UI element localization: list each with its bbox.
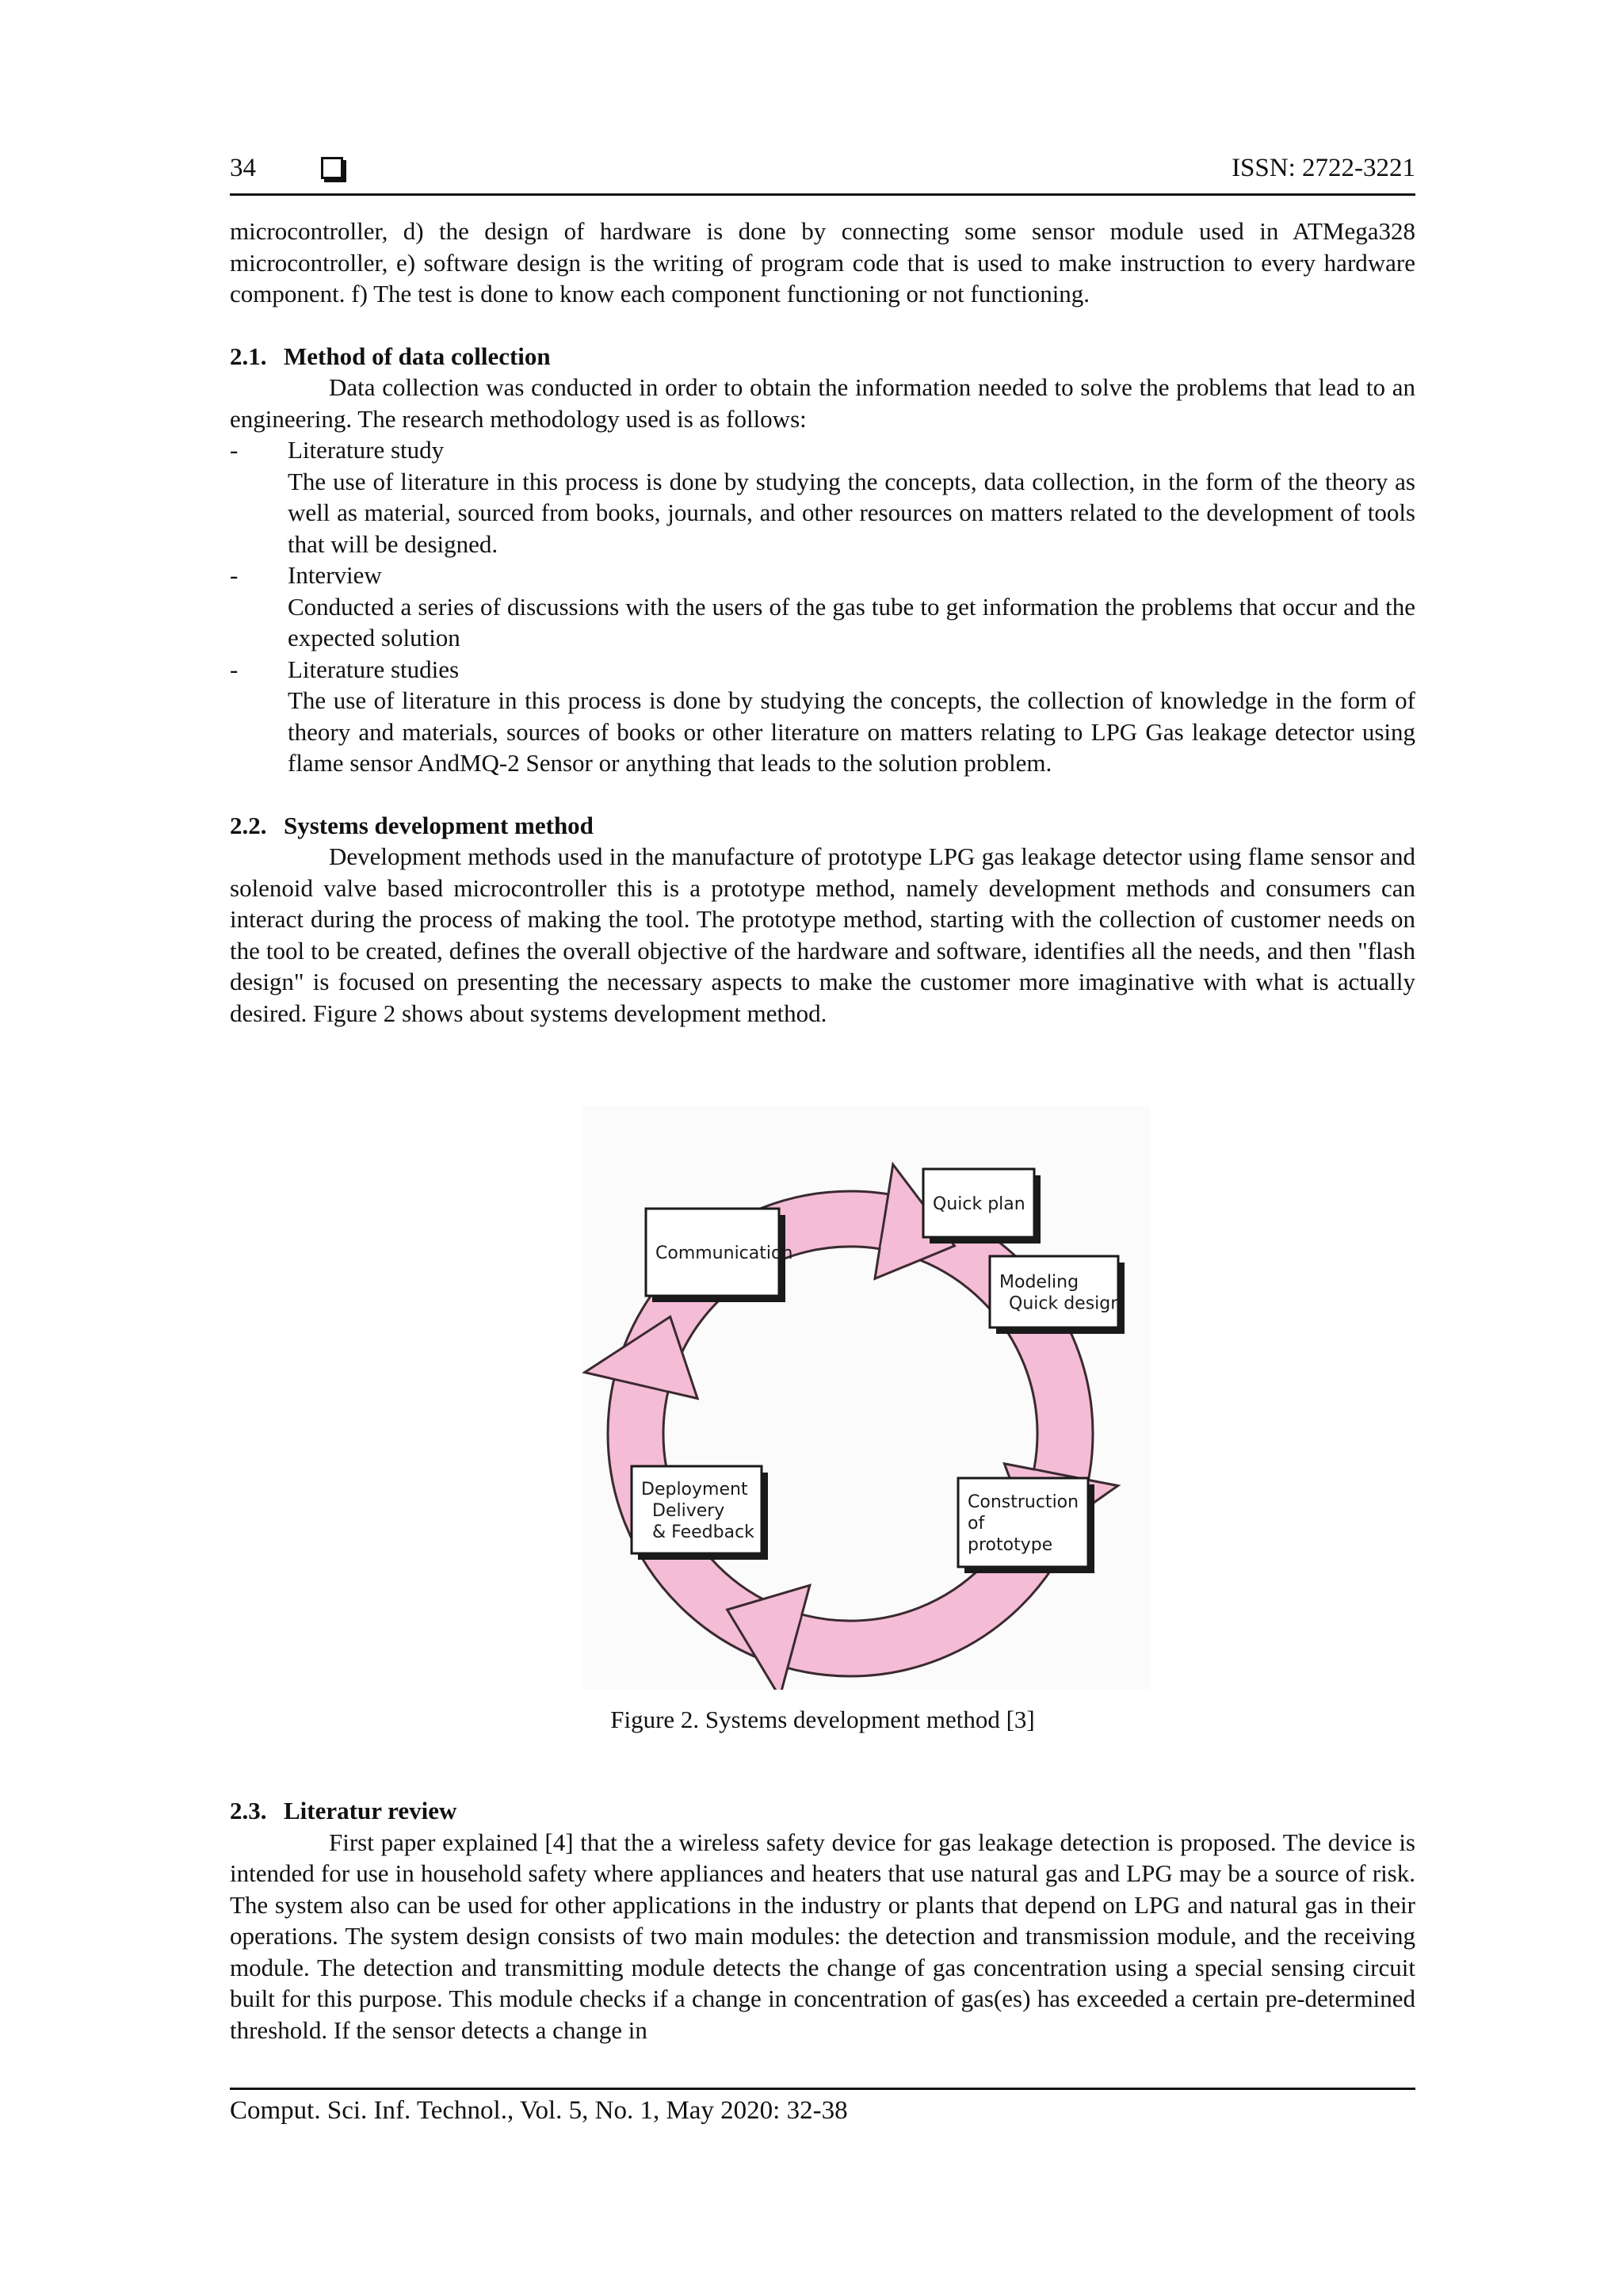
section-number: 2.1.	[230, 342, 267, 370]
list-item	[230, 560, 1415, 654]
issn-label: ISSN: 2722-3221	[1232, 154, 1415, 182]
page-footer	[230, 2088, 1415, 2126]
list-item	[230, 654, 1415, 779]
page-number: 34	[230, 154, 256, 182]
stage-box-quick-plan	[923, 1169, 1041, 1244]
list-bullet: -	[230, 561, 239, 589]
list-item-text: Conducted a series of discussions with the users of the gas tube to get information the problems that occur and the expected solution	[288, 592, 1415, 651]
section-heading-2-3	[230, 1795, 1415, 1827]
list-item-label: Literature studies	[288, 655, 460, 683]
main-text-top	[230, 216, 1415, 1029]
stage-box-modeling	[990, 1256, 1125, 1334]
figure-caption: Figure 2. Systems development method [3]	[610, 1706, 1035, 1733]
stage-box-deployment	[632, 1466, 768, 1560]
section-title: Systems development method	[284, 811, 594, 839]
section-title: Literatur review	[284, 1797, 457, 1824]
main-text-bottom	[230, 1795, 1415, 2046]
stage-label-line: prototype	[968, 1535, 1053, 1555]
stage-label-line: Delivery	[652, 1501, 725, 1521]
stage-label-line: of	[968, 1514, 985, 1534]
stage-label-line: Communication	[655, 1244, 793, 1263]
list-item-text: The use of literature in this process is done by studying the concepts, data collection, in the form of the theory as well as material, sourced from books, journals, and other resources on matters related to the development of tools that will be designed.	[288, 467, 1415, 558]
stage-label-line: Quick plan	[933, 1194, 1025, 1214]
list-bullet: -	[230, 436, 239, 464]
stage-label-line: Deployment	[641, 1480, 748, 1499]
section-title: Method of data collection	[284, 342, 551, 370]
section-heading-2-2	[230, 810, 1415, 842]
section-2-3-paragraph: First paper explained [4] that the a wireless safety device for gas leakage detection is proposed. The device is intended for use in household safety where appliances and heaters that use natural gas and LPG may be a source of risk. The system also can be used for other applications in the industry or plants that depend on LPG and natural gas in their operations. The system design consists of two main modules: the detection and transmission module, and the receiving module. The detection and transmitting module detects the change of gas concentration using a special sensing circuit built for this purpose. This module checks if a change in concentration of gas(es) has exceeded a certain pre-determined threshold. If the sensor detects a change in	[230, 1828, 1415, 2044]
list-item-text: The use of literature in this process is done by studying the concepts, the collection of knowledge in the form of theory and materials, sources of books or other literature on matters relating to LPG Gas leakage detector using flame sensor AndMQ-2 Sensor or anything that leads to the solution problem.	[288, 686, 1415, 777]
systems-development-diagram	[582, 1106, 1150, 1690]
section-number: 2.3.	[230, 1797, 267, 1824]
section-2-1-paragraph: Data collection was conducted in order to obtain the information needed to solve the problems that lead to an engineering. The research methodology used is as follows:	[230, 373, 1415, 433]
list-item-label: Literature study	[288, 436, 445, 464]
stage-label-line: Modeling	[999, 1272, 1079, 1293]
stage-label-line: & Feedback	[652, 1522, 754, 1542]
cycle-diagram-svg	[582, 1106, 1150, 1690]
stage-label-line: Construction	[968, 1492, 1079, 1512]
list-item-label: Interview	[288, 561, 382, 589]
checkbox-square-icon	[321, 157, 343, 179]
journal-citation: Comput. Sci. Inf. Technol., Vol. 5, No. 1, May 2020: 32-38	[230, 2096, 848, 2125]
stage-label-line: Quick design	[1009, 1293, 1122, 1314]
stage-box-communication	[646, 1209, 792, 1302]
list-item	[230, 434, 1415, 560]
page-header	[230, 152, 1415, 196]
section-2-2-paragraph: Development methods used in the manufacture of prototype LPG gas leakage detector using flame sensor and solenoid valve based microcontroller this is a prototype method, namely development methods and consumers can interact during the process of making the tool. The prototype method, starting with the collection of customer needs on the tool to be created, defines the overall objective of the hardware and software, identifies all the needs, and then "flash design" is focused on presenting the necessary aspects to make the customer more imaginative with what is actually desired. Figure 2 shows about systems development method.	[230, 842, 1415, 1027]
section-number: 2.2.	[230, 811, 267, 839]
section-heading-2-1	[230, 341, 1415, 372]
list-bullet: -	[230, 655, 239, 683]
stage-box-construction	[958, 1478, 1094, 1573]
intro-paragraph: microcontroller, d) the design of hardware is done by connecting some sensor module used in ATMega328 microcontroller, e) software design is the writing of program code that is used to make instruction to every hardware component. f) The test is done to know each component functioning or not functioning.	[230, 217, 1415, 308]
